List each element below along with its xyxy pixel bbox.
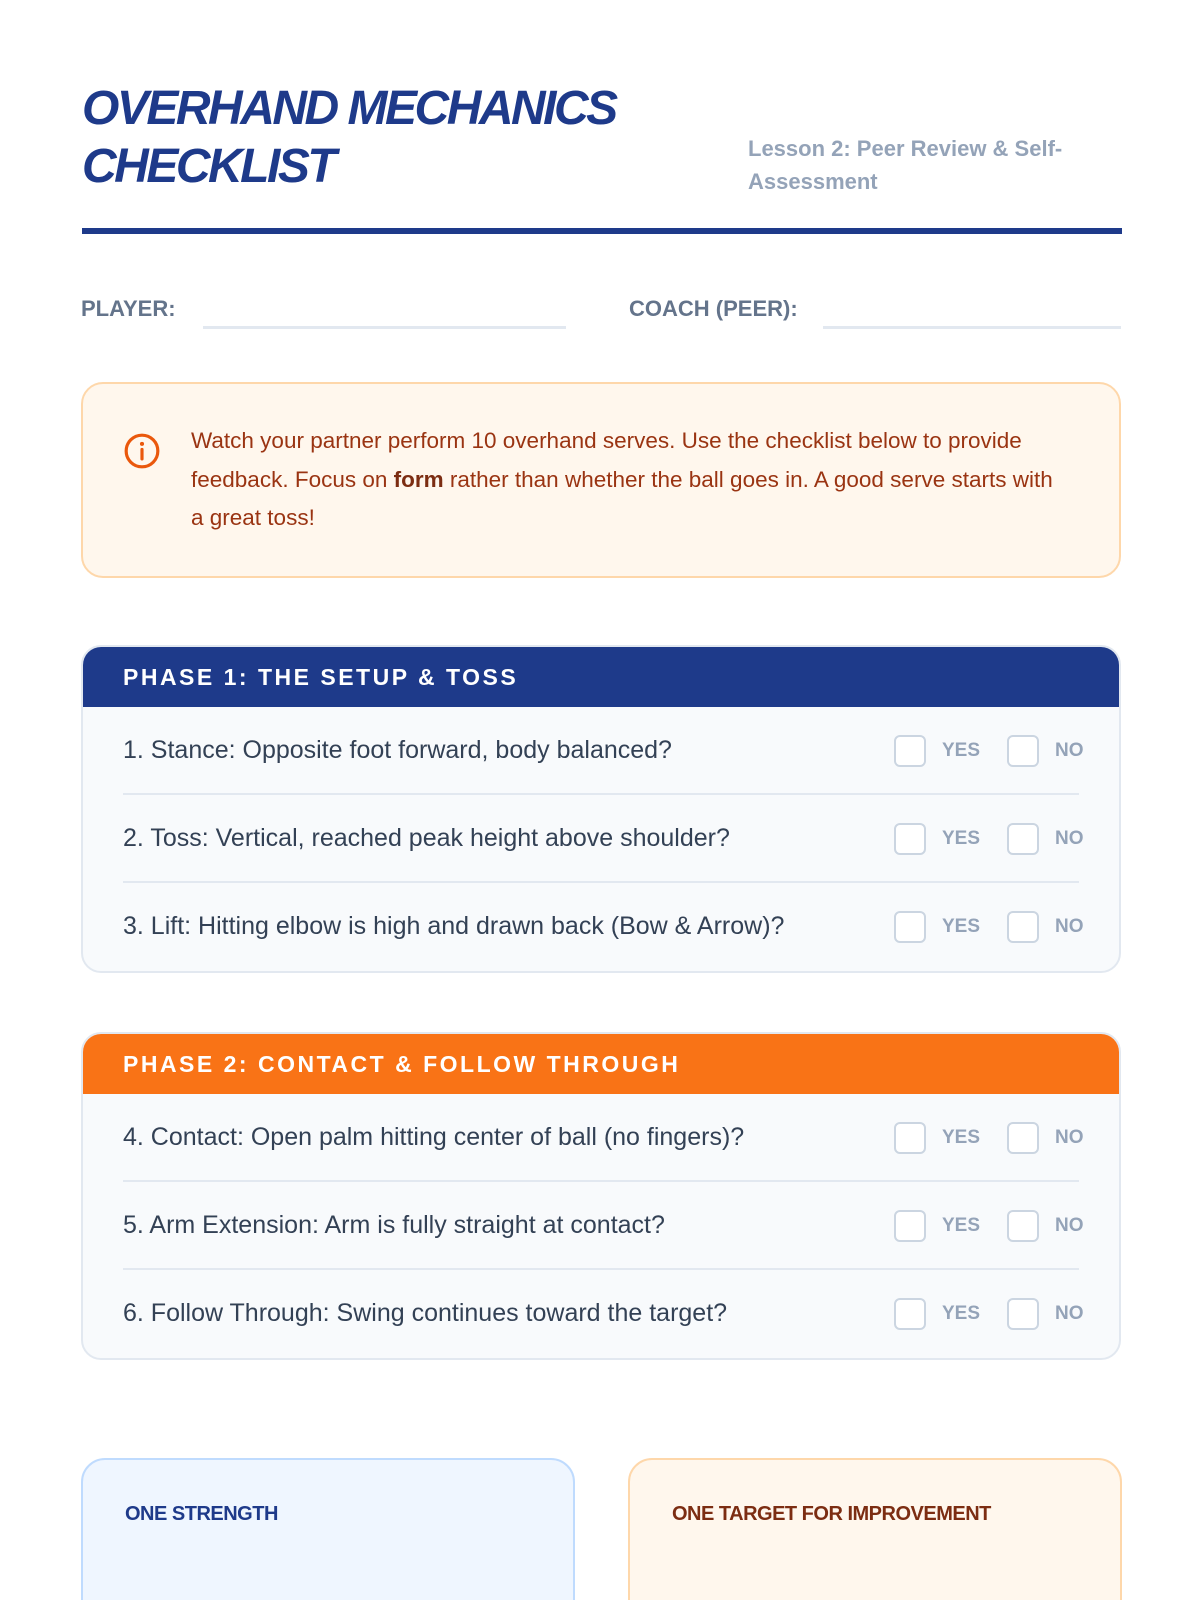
- no-label: NO: [1055, 1303, 1084, 1324]
- no-label: NO: [1055, 1127, 1084, 1148]
- yes-label: YES: [942, 1215, 981, 1236]
- checklist-item: [123, 883, 1084, 971]
- item-3-no[interactable]: [1007, 911, 1084, 943]
- instructions-text-start: Watch your partner perform 10 overhand serves. Use the checklist below to provide feedback. Focus on: [191, 428, 1022, 492]
- page-title: OVERHAND MECHANICS CHECKLIST: [82, 82, 616, 193]
- item-5-yes[interactable]: [894, 1210, 980, 1242]
- item-1-no[interactable]: [1007, 735, 1084, 767]
- yes-checkbox[interactable]: [894, 1122, 926, 1154]
- item-2-text: 2. Toss: Vertical, reached peak height above shoulder?: [123, 824, 730, 852]
- instructions-emphasis: form: [393, 466, 444, 492]
- phase-2-header: PHASE 2: CONTACT & FOLLOW THROUGH: [83, 1034, 1119, 1094]
- phase-2-section: [81, 1032, 1121, 1360]
- yes-checkbox[interactable]: [894, 735, 926, 767]
- item-4-yes[interactable]: [894, 1122, 980, 1154]
- yes-checkbox[interactable]: [894, 1210, 926, 1242]
- no-label: NO: [1055, 1215, 1084, 1236]
- yes-label: YES: [942, 916, 981, 937]
- item-2-no[interactable]: [1007, 823, 1084, 855]
- checklist-item: [123, 1182, 1084, 1270]
- checklist-item: [123, 707, 1084, 795]
- no-checkbox[interactable]: [1007, 911, 1039, 943]
- item-3-yes[interactable]: [894, 911, 980, 943]
- improvement-card[interactable]: [628, 1458, 1122, 1600]
- no-checkbox[interactable]: [1007, 1122, 1039, 1154]
- header-divider: [82, 228, 1122, 234]
- lesson-subtitle: Lesson 2: Peer Review & Self-Assessment: [748, 136, 1063, 194]
- info-icon: [123, 432, 161, 470]
- player-label: PLAYER:: [81, 296, 176, 321]
- checklist-item: [123, 1094, 1084, 1182]
- yes-checkbox[interactable]: [894, 1298, 926, 1330]
- item-6-text: 6. Follow Through: Swing continues toward the target?: [123, 1299, 728, 1327]
- no-checkbox[interactable]: [1007, 1210, 1039, 1242]
- page-header: [82, 80, 1122, 236]
- strength-card[interactable]: [81, 1458, 575, 1600]
- item-2-yes[interactable]: [894, 823, 980, 855]
- item-1-yes[interactable]: [894, 735, 980, 767]
- instructions-box: [81, 382, 1121, 578]
- item-1-text: 1. Stance: Opposite foot forward, body balanced?: [123, 736, 672, 764]
- item-3-text: 3. Lift: Hitting elbow is high and drawn back (Bow & Arrow)?: [123, 912, 785, 940]
- item-5-no[interactable]: [1007, 1210, 1084, 1242]
- item-6-yes[interactable]: [894, 1298, 980, 1330]
- no-checkbox[interactable]: [1007, 1298, 1039, 1330]
- phase-1-section: [81, 645, 1121, 973]
- item-4-no[interactable]: [1007, 1122, 1084, 1154]
- no-checkbox[interactable]: [1007, 735, 1039, 767]
- yes-checkbox[interactable]: [894, 823, 926, 855]
- instructions-text: [191, 422, 1071, 538]
- checklist-item: [123, 1270, 1084, 1358]
- no-checkbox[interactable]: [1007, 823, 1039, 855]
- player-field[interactable]: [203, 326, 566, 329]
- improvement-title: ONE TARGET FOR IMPROVEMENT: [672, 1503, 991, 1525]
- yes-label: YES: [942, 1127, 981, 1148]
- strength-title: ONE STRENGTH: [125, 1503, 278, 1525]
- yes-label: YES: [942, 1303, 981, 1324]
- no-label: NO: [1055, 916, 1084, 937]
- yes-label: YES: [942, 740, 981, 761]
- item-4-text: 4. Contact: Open palm hitting center of ball (no fingers)?: [123, 1123, 745, 1151]
- item-5-text: 5. Arm Extension: Arm is fully straight at contact?: [123, 1211, 665, 1239]
- name-fields: [81, 290, 1121, 330]
- yes-checkbox[interactable]: [894, 911, 926, 943]
- yes-label: YES: [942, 828, 981, 849]
- item-6-no[interactable]: [1007, 1298, 1084, 1330]
- coach-label: COACH (PEER):: [629, 296, 798, 321]
- instructions-text-end: rather than whether the ball goes in. A good serve starts with a great toss!: [191, 466, 1053, 530]
- checklist-item: [123, 795, 1084, 883]
- coach-field[interactable]: [823, 326, 1121, 329]
- no-label: NO: [1055, 828, 1084, 849]
- no-label: NO: [1055, 740, 1084, 761]
- phase-1-header: PHASE 1: THE SETUP & TOSS: [83, 647, 1119, 707]
